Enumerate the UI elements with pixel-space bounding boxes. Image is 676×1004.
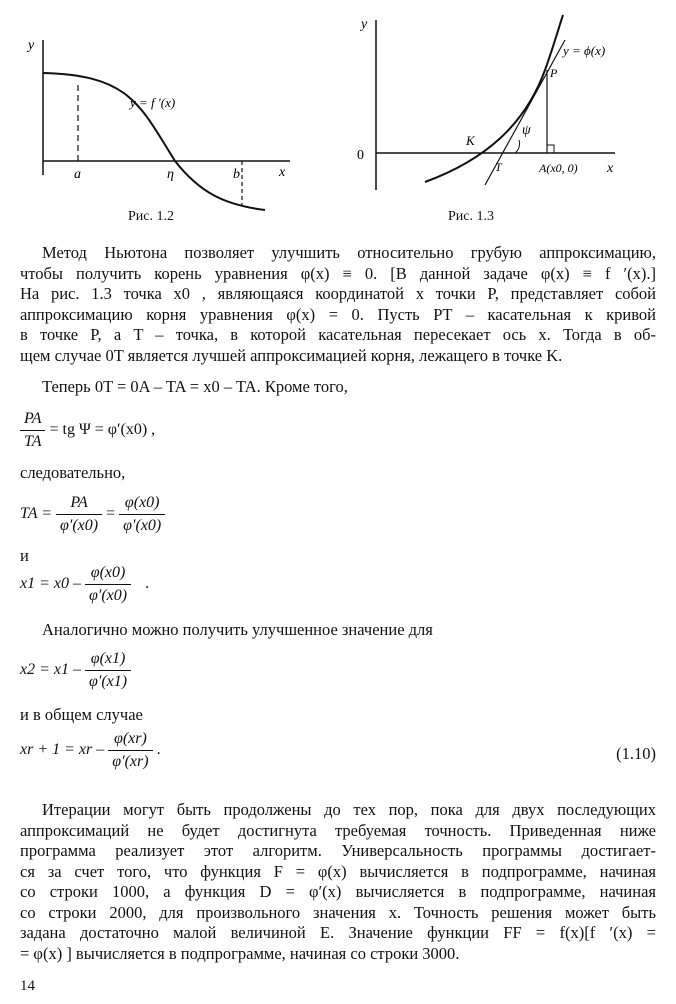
fig13-curve-label: y = ϕ(x) <box>563 43 606 58</box>
eq-ta-lhs: TA = <box>20 505 52 523</box>
fig12-y-label: y <box>28 38 35 53</box>
equation-xr <box>20 730 161 771</box>
outro-line: задана достаточно малой величиной E. Значение функции FF = f(x)[f ′(x) = <box>20 923 656 942</box>
equation-x1 <box>20 564 149 605</box>
outro-paragraph <box>20 800 656 964</box>
outro-line: со строки 2000, для произвольного значения x. Точность решения может быть <box>20 902 656 922</box>
equation-ta <box>20 494 165 535</box>
outro-line: = φ(x) ] вычисляется в подпрограмме, начиная со строки 3000. <box>20 943 460 963</box>
eq-xr-den: φ′(xr) <box>112 753 149 770</box>
outro-line: со строки 1000, а функция D = φ′(x) вычисляется в подпрограмме, начиная <box>20 882 656 901</box>
intro-line: щем случае 0T является лучшей аппроксимацией корня, лежащего в точке K. <box>20 345 563 365</box>
intro-line: Метод Ньютона позволяет улучшить относительно грубую аппроксимацию, <box>42 243 656 262</box>
page-number: 14 <box>20 978 35 994</box>
outro-line: аппроксимаций не будет достигнута требуемая точность. Приведенная ниже <box>20 820 656 840</box>
equation-number: (1.10) <box>616 744 656 763</box>
fig13-x-label: x <box>607 161 614 176</box>
eq-tan-rhs: = tg Ψ = φ′(x0) , <box>49 421 156 439</box>
fig12-caption: Рис. 1.2 <box>128 209 174 224</box>
eq-x1-num: φ(x0) <box>85 564 131 585</box>
fig12-curve-label: y = f ′(x) <box>130 95 176 110</box>
fig13-point-k: K <box>466 133 475 148</box>
eq-x1-den: φ′(x0) <box>89 587 128 604</box>
eq-xr-num: φ(xr) <box>108 730 152 751</box>
outro-line: Итерации могут быть продолжены до тех пор, пока для двух последующих <box>42 800 656 819</box>
eq-x2-den: φ′(x1) <box>89 673 128 690</box>
intro-paragraph <box>20 243 656 366</box>
now-line: Теперь 0T = 0A – TA = x0 – TA. Кроме того, <box>42 377 348 396</box>
eq-tan-den: TA <box>24 433 42 450</box>
eq-x2-lhs: x2 = x1 – <box>20 661 81 679</box>
intro-line: аппроксимацию корня уравнения φ(x) = 0. Пусть PT – касательная к кривой <box>20 304 656 324</box>
equation-tangent <box>20 410 155 451</box>
intro-line: в точке P, а T – точка, в которой касательная пересекает ось x. Тогда в об- <box>20 325 656 344</box>
eq-ta-n1: PA <box>56 494 102 515</box>
outro-line: программа реализует этот алгоритм. Универсальность программы достигает- <box>20 841 656 860</box>
eq-xr-end: . <box>156 741 161 759</box>
fig13-point-t: T <box>495 160 502 174</box>
intro-line: чтобы получить корень уравнения φ(x) ≡ 0. [В данной задаче φ(x) ≡ f ′(x).] <box>20 263 656 283</box>
fig13-origin: 0 <box>357 148 364 163</box>
fig13-angle-psi: ψ <box>522 123 531 138</box>
equation-x2 <box>20 650 131 691</box>
fig13-point-p: P <box>550 66 558 80</box>
eq-ta-d1: φ′(x0) <box>60 517 99 534</box>
and-word: и <box>20 546 29 565</box>
fig12-point-a: a <box>74 167 81 182</box>
fig12-point-eta: η <box>167 167 174 182</box>
eq-x2-num: φ(x1) <box>85 650 131 671</box>
figure-1-3 <box>345 10 635 200</box>
fig13-caption: Рис. 1.3 <box>448 209 494 224</box>
eq-xr-lhs: xr + 1 = xr – <box>20 741 105 759</box>
eq-ta-n2: φ(x0) <box>119 494 165 515</box>
similarly-line: Аналогично можно получить улучшенное значение для <box>42 620 433 639</box>
fig12-point-b: b <box>233 167 240 182</box>
figure-1-2 <box>20 35 310 215</box>
fig13-y-label: y <box>361 17 368 32</box>
outro-line: ся за счет того, что функция F = φ(x) вычисляется в подпрограмме, начиная <box>20 861 656 881</box>
fig12-x-label: x <box>279 165 286 180</box>
eq-x1-end: . <box>145 575 150 593</box>
eq-tan-num: PA <box>20 410 45 431</box>
intro-line: На рис. 1.3 точка x0 , являющаяся координатой x точки P, представляет собой <box>20 284 656 303</box>
hence-word: следовательно, <box>20 463 126 482</box>
eq-ta-eq: = <box>106 505 116 523</box>
eq-ta-d2: φ′(x0) <box>123 517 162 534</box>
general-line: и в общем случае <box>20 705 143 724</box>
eq-x1-lhs: x1 = x0 – <box>20 575 81 593</box>
fig13-point-a: A(x0, 0) <box>539 161 578 175</box>
